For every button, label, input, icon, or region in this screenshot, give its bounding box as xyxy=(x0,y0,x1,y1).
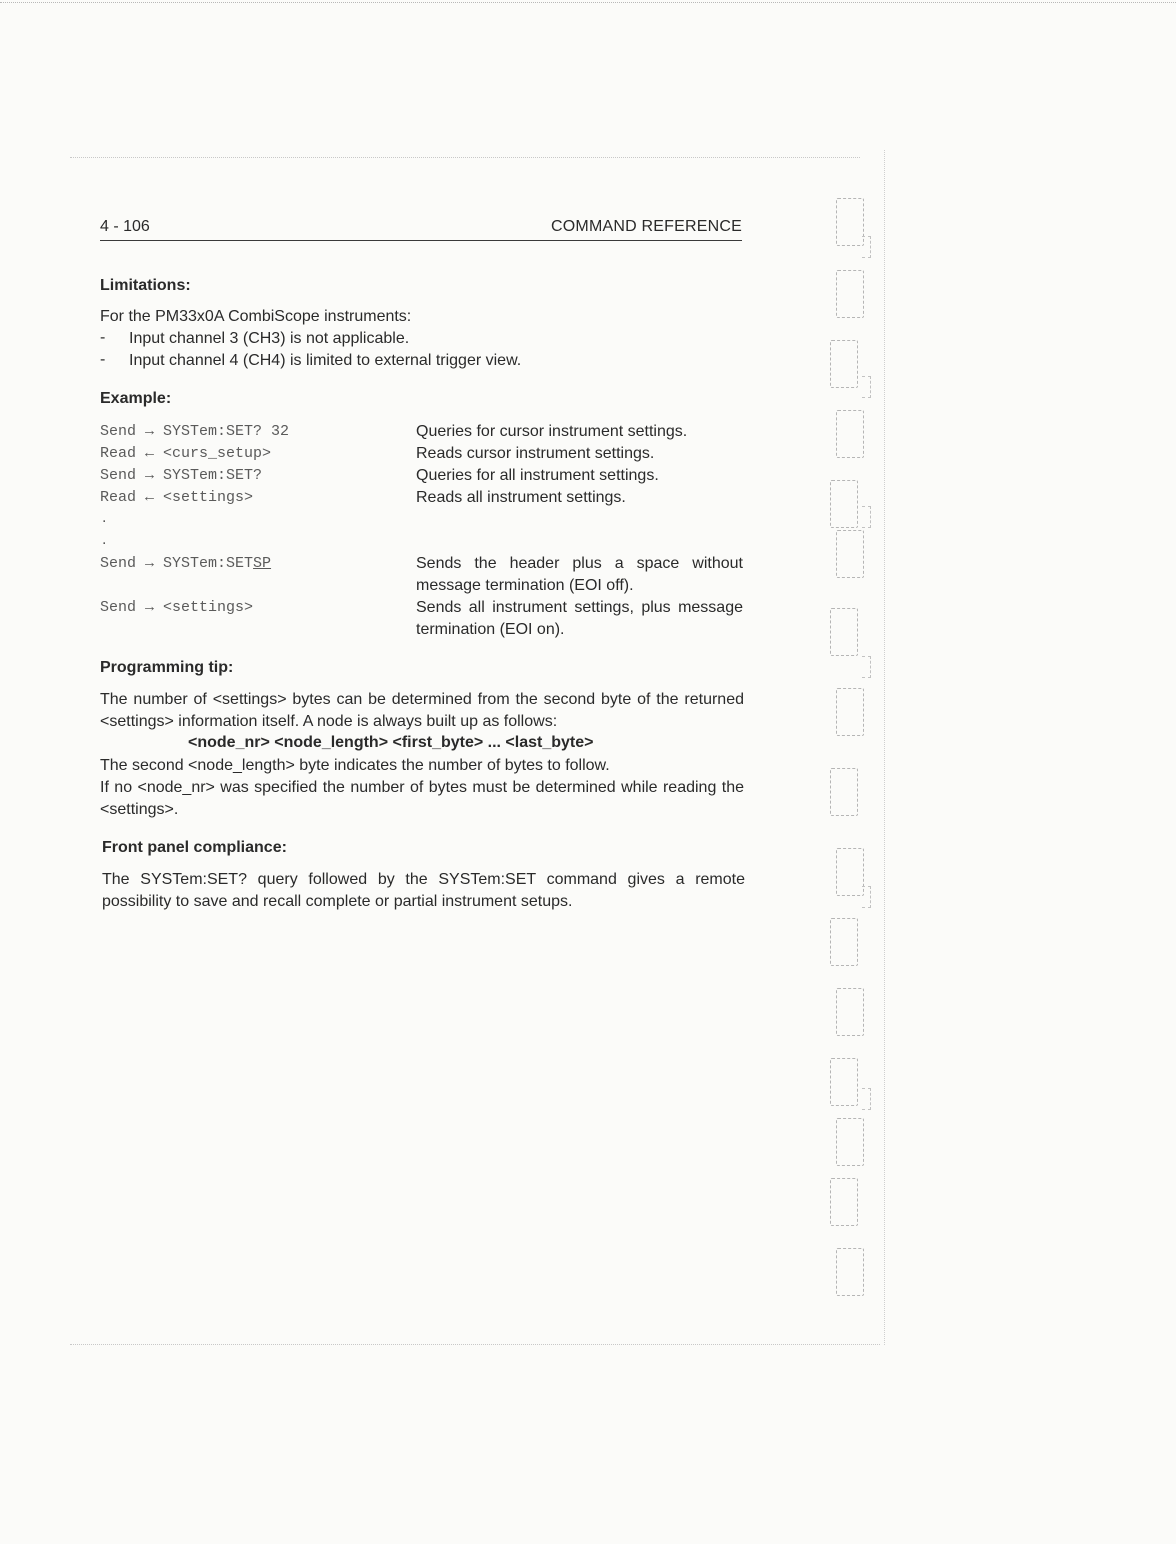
example-command: Send → SYSTem:SET? xyxy=(100,467,263,484)
binder-index-tabs xyxy=(822,188,878,1308)
index-tab xyxy=(830,608,858,656)
example-description: Queries for cursor instrument settings. xyxy=(416,423,688,440)
index-tab xyxy=(830,768,858,816)
example-description: Sends all instrument settings, plus message termination (EOI on). xyxy=(416,599,743,638)
setsp-command-suffix: SP xyxy=(253,555,272,572)
index-tab-stem xyxy=(862,236,871,258)
programming-tip-line: If no <node_nr> was specified the number of bytes must be determined while reading the <settings>. xyxy=(100,779,744,818)
index-tab-stem xyxy=(862,506,871,528)
index-tab xyxy=(830,340,858,388)
list-item: Input channel 4 (CH4) is limited to external trigger view. xyxy=(129,352,522,369)
ellipsis-dot: . xyxy=(102,509,107,526)
index-tab xyxy=(836,848,864,896)
index-tab xyxy=(830,480,858,528)
example-description: Queries for all instrument settings. xyxy=(416,467,659,484)
page-header xyxy=(100,216,742,241)
scan-artifact-line xyxy=(70,1344,880,1345)
page-frame-top-edge xyxy=(0,2,1176,3)
limitations-heading: Limitations: xyxy=(100,277,191,294)
example-description: Reads cursor instrument settings. xyxy=(416,445,655,462)
index-tab xyxy=(836,270,864,318)
programming-tip-paragraph: The number of <settings> bytes can be determined from the second byte of the returned <settings> information itself. A node is always built up as follows: xyxy=(100,691,744,730)
programming-tip-line: The second <node_length> byte indicates the number of bytes to follow. xyxy=(100,757,610,774)
index-tab-stem xyxy=(862,1088,871,1110)
index-tab xyxy=(836,530,864,578)
example-heading: Example: xyxy=(100,390,172,407)
running-title: COMMAND REFERENCE xyxy=(551,218,742,235)
limitations-intro: For the PM33x0A CombiScope instruments: xyxy=(100,308,412,325)
front-panel-paragraph: The SYSTem:SET? query followed by the SYSTem:SET command gives a remote possibility to save and recall complete or partial instrument setups. xyxy=(102,871,745,910)
index-tab xyxy=(836,1118,864,1166)
front-panel-heading: Front panel compliance: xyxy=(102,839,287,856)
index-tab-stem xyxy=(862,376,871,398)
ellipsis-dot: . xyxy=(102,531,107,548)
programming-tip-heading: Programming tip: xyxy=(100,659,234,676)
index-tab xyxy=(830,1178,858,1226)
index-tab xyxy=(836,410,864,458)
scan-artifact-line xyxy=(70,157,860,158)
example-description: Sends the header plus a space without message termination (EOI off). xyxy=(416,555,743,594)
index-tab-stem xyxy=(862,656,871,678)
index-tab xyxy=(830,1058,858,1106)
scan-artifact-line xyxy=(884,150,885,1345)
example-command: Read ← <settings> xyxy=(100,489,254,506)
example-description: Reads all instrument settings. xyxy=(416,489,626,506)
example-command: Send → <settings> xyxy=(100,599,254,616)
list-item: Input channel 3 (CH3) is not applicable. xyxy=(129,330,410,347)
index-tab xyxy=(830,918,858,966)
node-structure-formula: <node_nr> <node_length> <first_byte> ... <last_byte> xyxy=(188,734,594,751)
example-command-setsp xyxy=(100,555,271,572)
index-tab xyxy=(836,988,864,1036)
example-command: Read ← <curs_setup> xyxy=(100,445,272,462)
index-tab xyxy=(836,1248,864,1296)
index-tab xyxy=(836,198,864,246)
list-bullet: - xyxy=(100,329,106,346)
index-tab xyxy=(836,688,864,736)
page-number: 4 - 106 xyxy=(100,218,150,235)
setsp-command-prefix: Send → SYSTem:SET xyxy=(100,555,254,572)
example-command: Send → SYSTem:SET? 32 xyxy=(100,423,290,440)
index-tab-stem xyxy=(862,886,871,908)
list-bullet: - xyxy=(100,351,106,368)
